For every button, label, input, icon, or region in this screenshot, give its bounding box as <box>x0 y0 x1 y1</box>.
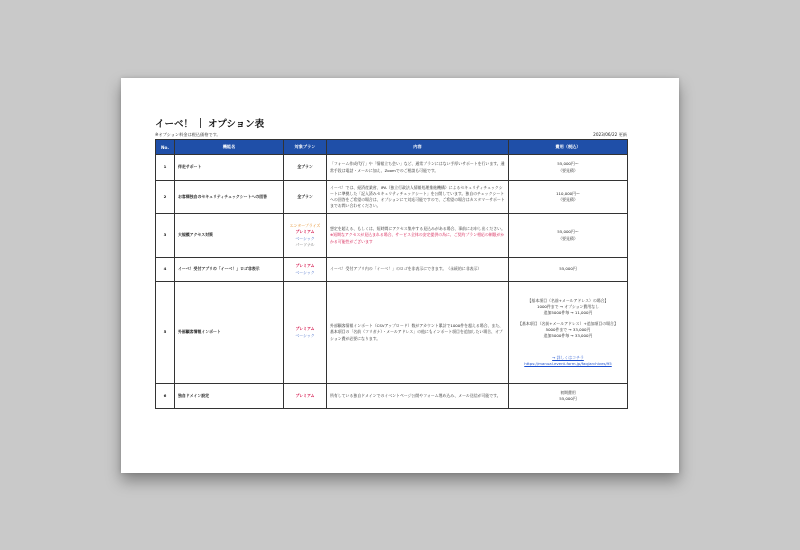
price-line: 55,000円〜 <box>557 161 579 167</box>
title-text: オプション表 <box>208 119 265 130</box>
row-plans <box>284 258 327 282</box>
price-line: 5000件まで → 33,000円 <box>545 327 591 332</box>
table-row <box>156 214 628 258</box>
content-warning: ※短期なアクセスが見込まれる場合、サービス全体の安定提供の為に、ご契約プラン相応の制限がかかる可能性がございます <box>330 232 505 244</box>
price-spacer <box>512 339 624 355</box>
table-header-row <box>156 140 628 155</box>
row-plans <box>284 282 327 384</box>
row-feature: お客様独自のセキュリティチェックシートへの回答 <box>175 181 284 214</box>
row-content <box>327 384 509 409</box>
table-row <box>156 384 628 409</box>
table-row <box>156 155 628 181</box>
plan-enterprise: エンタープライズ <box>289 223 321 229</box>
row-content <box>327 181 509 214</box>
plan-all: 全プラン <box>297 193 313 199</box>
content-text: イーベ！受付アプリ内の「イーベ！」のロゴを非表示にできます。（永続的に非表示） <box>330 266 482 272</box>
updated-date: 2023/06/22 更新 <box>593 132 627 137</box>
table-row <box>156 282 628 384</box>
row-feature: イーベ！受付アプリの「イーベ！」ロゴ非表示 <box>175 258 284 282</box>
row-price <box>509 282 628 384</box>
content-text: 所有している独自ドメインでのイベントページ公開やフォーム埋め込み、メール送信が可能です。 <box>330 392 501 398</box>
price-line: 1000件まで → オプション費用なし <box>537 303 599 309</box>
row-plans <box>284 214 327 258</box>
content-text: イーベ！では、経済産業省、IPA（独立行政法人情報処理推進機構）によるセキュリティチェックシートに準拠した「記入済みセキュリティチェックシート」を公開しています。独自のチェックシートへの回答をご希望の場合は、オプションにて対応可能ですので、ご希望の場合はカスタマーサポートまでお問い合わせください。 <box>330 184 505 209</box>
plan-basic: ベーシック <box>295 235 315 241</box>
header-price: 費用（税込） <box>509 140 628 155</box>
document-page <box>121 78 679 473</box>
title-divider <box>200 118 201 128</box>
row-no: 4 <box>156 258 175 282</box>
row-no: 2 <box>156 181 175 214</box>
price-note: ※オプション料金は税込価格です。 <box>155 132 221 137</box>
content-text: 外部顧客情報インポート（CSVアップロード）数がアカウント累計で1000件を超える場合、また、基本項目の「名前（フリガナ）・メールアドレス」の他にもインポート項目を追加したい場合、オプション費が必要になります。 <box>330 323 504 341</box>
plan-basic: ベーシック <box>295 332 315 338</box>
title-brand: イーベ！ <box>155 119 194 130</box>
row-price <box>509 258 628 282</box>
price-line: 55,000円〜 <box>557 229 579 235</box>
price-line: 追加5000件毎 → 11,000円 <box>543 309 593 315</box>
plan-premium: プレミアム <box>295 229 315 235</box>
faq-url-link[interactable]: https://manual.event-form.jp/faq/archives/95 <box>524 361 612 367</box>
row-price <box>509 384 628 409</box>
row-content <box>327 258 509 282</box>
price-line: 初期費用 <box>560 389 576 395</box>
row-feature: 大規模アクセス対策 <box>175 214 284 258</box>
price-line: 【基本項目（名前+メールアドレス）の場合】 <box>527 297 609 303</box>
row-plans <box>284 155 327 181</box>
row-feature: 伴走サポート <box>175 155 284 181</box>
plan-premium: プレミアム <box>295 326 315 332</box>
price-line: （要見積） <box>558 197 578 202</box>
row-price <box>509 181 628 214</box>
row-feature: 独自ドメイン設定 <box>175 384 284 409</box>
header-feature: 機能名 <box>175 140 284 155</box>
row-no: 5 <box>156 282 175 384</box>
row-price <box>509 214 628 258</box>
price-line: 55,000円 <box>559 266 577 272</box>
price-line: （要見積） <box>558 235 578 241</box>
row-no: 3 <box>156 214 175 258</box>
header-plan: 対象プラン <box>284 140 327 155</box>
row-no: 1 <box>156 155 175 181</box>
row-price <box>509 155 628 181</box>
price-line: 55,000円 <box>559 396 577 401</box>
row-content <box>327 282 509 384</box>
row-feature: 外部顧客情報インポート <box>175 282 284 384</box>
table-row <box>156 181 628 214</box>
plan-premium: プレミアム <box>295 263 315 269</box>
details-link[interactable]: → 詳しくはコチラ <box>552 355 584 361</box>
row-no: 6 <box>156 384 175 409</box>
row-plans <box>284 181 327 214</box>
price-line: 110,000円〜 <box>556 190 580 196</box>
row-content <box>327 155 509 181</box>
document-title <box>155 116 264 130</box>
content-text: 想定を超える、もしくは、短時間にアクセス集中する見込みがある場合、事前にお申し出ください。 <box>330 226 505 232</box>
options-table <box>155 139 628 409</box>
content-text: 「フォーム作成代行」や「情報立ち会い」など、通常プランにはない手厚いサポートを行います。通常手段は電話・メールに加え、Zoomでのご相談も可能です。 <box>330 161 505 173</box>
price-line: 【基本項目（名前+メールアドレス）+追加項目の場合】 <box>518 320 618 326</box>
plan-premium: プレミアム <box>295 392 315 398</box>
row-plans <box>284 384 327 409</box>
header-no: No. <box>156 140 175 155</box>
table-row <box>156 258 628 282</box>
plan-personal: パーソナル <box>295 241 315 247</box>
plan-all: 全プラン <box>297 164 313 170</box>
price-line: 追加5000件毎 → 33,000円 <box>543 333 593 339</box>
plan-basic: ベーシック <box>295 269 315 275</box>
row-content <box>327 214 509 258</box>
price-line: （要見積） <box>558 167 578 173</box>
header-content: 内容 <box>327 140 509 155</box>
